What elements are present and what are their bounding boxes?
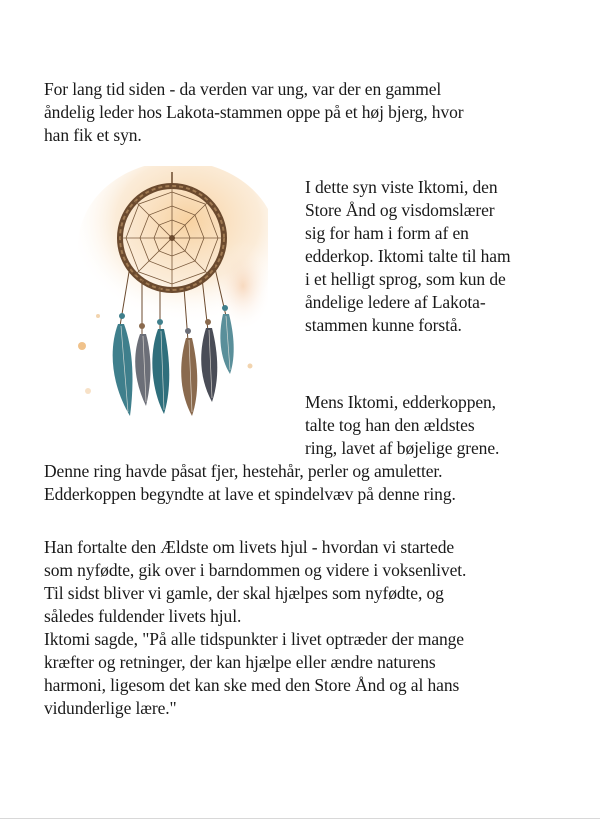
body-line: vidunderlige lære." bbox=[44, 698, 177, 718]
right-column-line: talte tog han den ældstes bbox=[305, 415, 475, 435]
right-column-line: sig for ham i form af en bbox=[305, 223, 469, 243]
body-line: således fuldender livets hjul. bbox=[44, 606, 242, 626]
feather bbox=[152, 329, 169, 414]
body-line: kræfter og retninger, der kan hjælpe eller ændre naturens bbox=[44, 652, 436, 672]
paint-dot bbox=[96, 314, 100, 318]
dreamcatcher-illustration bbox=[68, 166, 268, 426]
intro-line: For lang tid siden - da verden var ung, var der en gammel bbox=[44, 79, 442, 99]
right-column-line: åndelige ledere af Lakota- bbox=[305, 292, 486, 312]
intro-line: han fik et syn. bbox=[44, 125, 142, 145]
body-line: harmoni, ligesom det kan ske med den Store Ånd og al hans bbox=[44, 675, 460, 695]
right-column-line: Store Ånd og visdomslærer bbox=[305, 200, 495, 220]
body-line: Edderkoppen begyndte at lave et spindelvæv på denne ring. bbox=[44, 484, 456, 504]
right-column-line: edderkop. Iktomi talte til ham bbox=[305, 246, 511, 266]
feather bbox=[135, 334, 150, 406]
body-line: Denne ring havde påsat fjer, hestehår, perler og amuletter. bbox=[44, 461, 443, 481]
page-bottom-divider bbox=[0, 818, 600, 819]
right-column-line: I dette syn viste Iktomi, den bbox=[305, 177, 498, 197]
body-line: Til sidst bliver vi gamle, der skal hjælpes som nyfødte, og bbox=[44, 583, 444, 603]
body-line: som nyfødte, gik over i barndommen og videre i voksenlivet. bbox=[44, 560, 467, 580]
right-column-line: stammen kunne forstå. bbox=[305, 315, 462, 335]
paint-dot bbox=[85, 388, 91, 394]
body-line: Iktomi sagde, "På alle tidspunkter i livet optræder der mange bbox=[44, 629, 464, 649]
body-line: Han fortalte den Ældste om livets hjul - hvordan vi startede bbox=[44, 537, 455, 557]
paint-dot bbox=[248, 364, 253, 369]
feather bbox=[113, 324, 133, 416]
intro-line: åndelig leder hos Lakota-stammen oppe på et høj bjerg, hvor bbox=[44, 102, 464, 122]
paint-dot bbox=[78, 342, 86, 350]
web-center-bead bbox=[169, 235, 175, 241]
right-column-line: ring, lavet af bøjelige grene. bbox=[305, 438, 500, 458]
right-column-line: Mens Iktomi, edderkoppen, bbox=[305, 392, 496, 412]
right-column-line: i et helligt sprog, som kun de bbox=[305, 269, 506, 289]
